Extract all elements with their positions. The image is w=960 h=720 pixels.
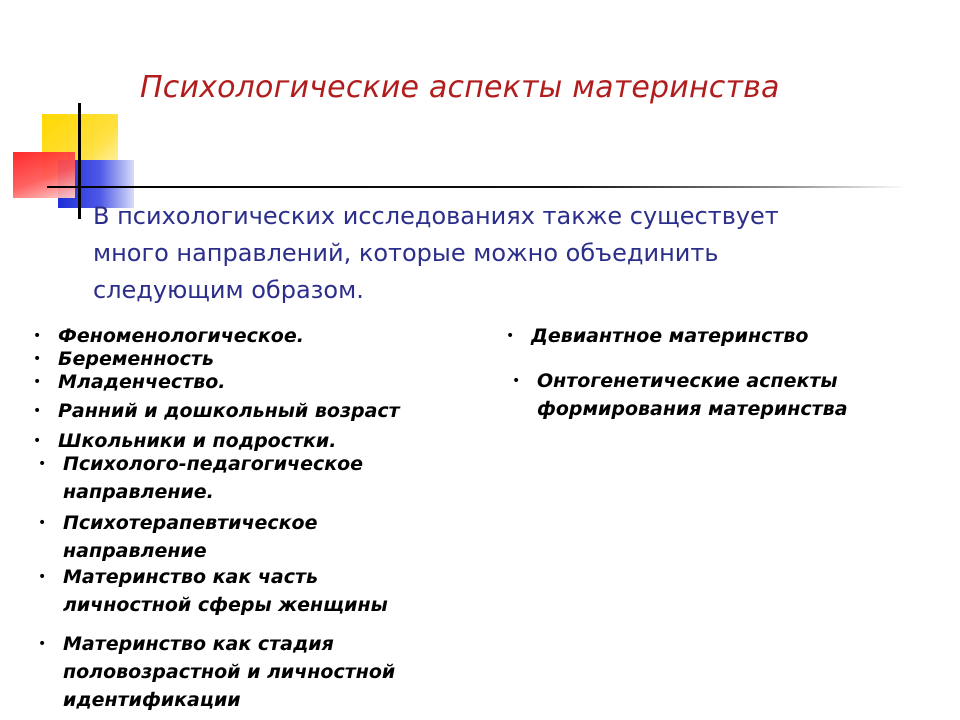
list-item-line: Онтогенетические аспекты	[537, 370, 838, 392]
list-item	[506, 322, 809, 350]
list-item-line: половозрастной и личностной	[63, 661, 396, 683]
list-item-line: Младенчество.	[58, 371, 226, 393]
list-item-line: идентификации	[63, 689, 241, 711]
list-item-line: Материнство как стадия	[63, 633, 334, 655]
list-item-line: Психолого-педагогическое	[63, 453, 364, 475]
list-item	[38, 450, 364, 506]
list-item	[38, 563, 388, 619]
list-item	[33, 397, 400, 425]
list-item-line: личностной сферы женщины	[63, 594, 388, 616]
intro-text	[93, 198, 913, 309]
list-item	[38, 509, 318, 565]
intro-line: В психологических исследованиях также существует	[93, 202, 779, 230]
bullet-icon: •	[33, 433, 42, 449]
list-item	[33, 368, 226, 396]
bullet-icon: •	[512, 373, 521, 389]
bullet-icon: •	[38, 456, 47, 472]
list-item-line: Психотерапевтическое	[63, 512, 318, 534]
list-item-line: Беременность	[58, 348, 214, 370]
bullet-icon: •	[33, 351, 42, 367]
logo-red-square	[13, 152, 75, 198]
bullet-icon: •	[33, 328, 42, 344]
bullet-icon: •	[506, 328, 515, 344]
list-item-line: Ранний и дошкольный возраст	[58, 400, 400, 422]
intro-line: много направлений, которые можно объединить	[93, 239, 719, 267]
list-item-line: Феноменологическое.	[58, 325, 304, 347]
list-item	[512, 367, 848, 423]
bullet-icon: •	[38, 636, 47, 652]
bullet-icon: •	[33, 374, 42, 390]
list-item-line: направление	[63, 540, 207, 562]
bullet-icon: •	[33, 403, 42, 419]
list-item	[38, 630, 396, 714]
list-item-line: Материнство как часть	[63, 566, 319, 588]
intro-line: следующим образом.	[93, 276, 364, 304]
bullet-icon: •	[38, 569, 47, 585]
slide-title: Психологические аспекты материнства	[140, 70, 780, 105]
title-divider-line	[47, 186, 907, 188]
list-item-line: направление.	[63, 481, 214, 503]
bullet-icon: •	[38, 515, 47, 531]
list-item-line: Школьники и подростки.	[58, 430, 337, 452]
list-item-line: формирования материнства	[537, 398, 848, 420]
list-item-line: Девиантное материнство	[531, 325, 809, 347]
logo-vertical-line	[78, 103, 81, 219]
